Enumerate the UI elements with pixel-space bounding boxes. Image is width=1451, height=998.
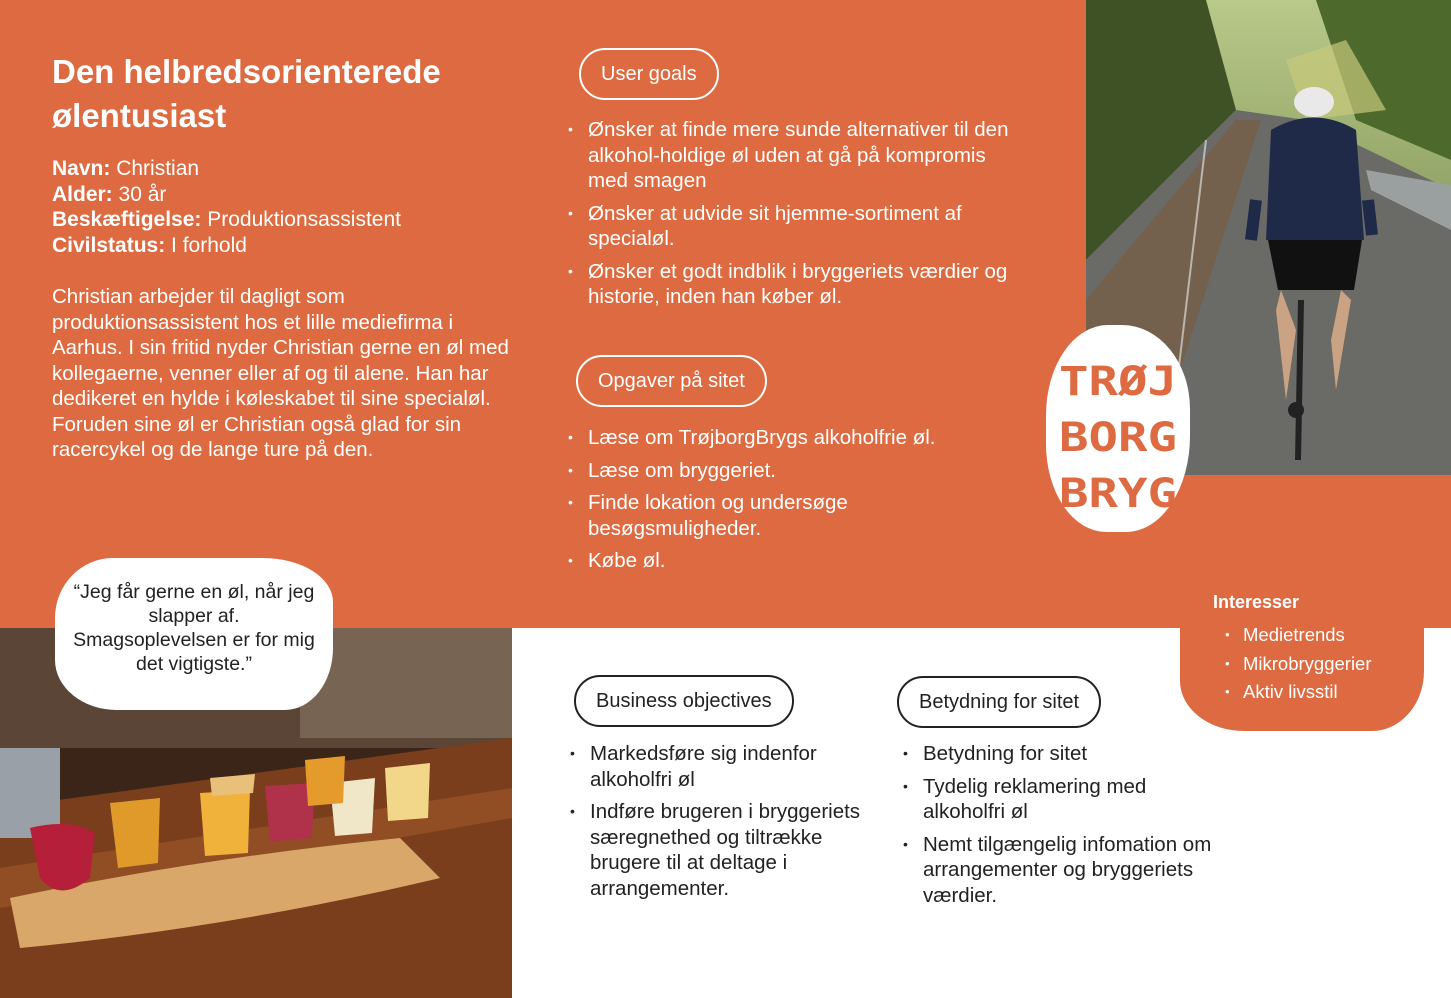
business-objectives-heading: Business objectives bbox=[574, 675, 794, 727]
tasks-heading: Opgaver på sitet bbox=[576, 355, 767, 407]
logo-line-2: BORG bbox=[1059, 415, 1177, 461]
trojborg-bryg-logo bbox=[1046, 325, 1190, 532]
list-item: • Tydelig reklamering med alkoholfri øl bbox=[903, 774, 1233, 825]
interests-box bbox=[1180, 566, 1424, 731]
interests-list bbox=[1213, 621, 1404, 707]
fact-name: Navn: Christian bbox=[52, 157, 200, 180]
list-item: • Købe øl. bbox=[568, 548, 988, 574]
user-goals-heading: User goals bbox=[579, 48, 719, 100]
logo-line-3: BRYG bbox=[1059, 471, 1177, 517]
list-item: • Medietrends bbox=[1213, 621, 1404, 650]
interests-heading: Interesser bbox=[1213, 592, 1300, 612]
significance-list bbox=[903, 741, 1233, 915]
list-item: • Nemt tilgængelig infomation om arrangementer og bryggeriets værdier. bbox=[903, 832, 1233, 909]
logo-line-1: TRØJ bbox=[1059, 359, 1177, 405]
significance-heading: Betydning for sitet bbox=[897, 676, 1101, 728]
list-item: • Ønsker et godt indblik i bryggeriets værdier og historie, inden han køber øl. bbox=[568, 259, 1018, 310]
list-item: • Finde lokation og undersøge besøgsmuligheder. bbox=[568, 490, 988, 541]
fact-civil-status: Civilstatus: I forhold bbox=[52, 233, 247, 257]
list-item: • Læse om TrøjborgBrygs alkoholfrie øl. bbox=[568, 425, 988, 451]
list-item: • Ønsker at finde mere sunde alternativer til den alkohol-holdige øl uden at gå på kompromis med smagen bbox=[568, 117, 1018, 194]
persona-quote: “Jeg får gerne en øl, når jeg slapper af. Smagsoplevelsen er for mig det vigtigste.” bbox=[55, 558, 333, 710]
tasks-list bbox=[568, 425, 988, 581]
list-item: • Ønsker at udvide sit hjemme-sortiment af specialøl. bbox=[568, 201, 1018, 252]
list-item: • Mikrobryggerier bbox=[1213, 650, 1404, 679]
business-objectives-list bbox=[570, 741, 870, 908]
list-item: • Aktiv livsstil bbox=[1213, 678, 1404, 707]
fact-occupation: Beskæftigelse: Produktionsassistent bbox=[52, 208, 402, 231]
list-item: • Læse om bryggeriet. bbox=[568, 458, 988, 484]
persona-bio: Christian arbejder til dagligt som produktionsassistent hos et lille mediefirma i Aarhus. I sin fritid nyder Christian gerne en øl med kollegaerne, venner eller af og til alene. Han har dedikeret en hylde i køleskabet til sine specialøl. Foruden sine øl er Christian også glad for sin racercykel og de lange ture på den. bbox=[52, 285, 509, 461]
list-item: • Betydning for sitet bbox=[903, 741, 1233, 767]
persona-facts bbox=[52, 156, 401, 258]
list-item: • Markedsføre sig indenfor alkoholfri øl bbox=[570, 741, 870, 792]
user-goals-list bbox=[568, 117, 1018, 317]
list-item: • Indføre brugeren i bryggeriets særegnethed og tiltrække brugere til at deltage i arrangementer. bbox=[570, 799, 870, 901]
fact-age: Alder: 30 år bbox=[52, 182, 167, 206]
persona-title: Den helbredsorienterede ølentusiast bbox=[52, 53, 441, 134]
